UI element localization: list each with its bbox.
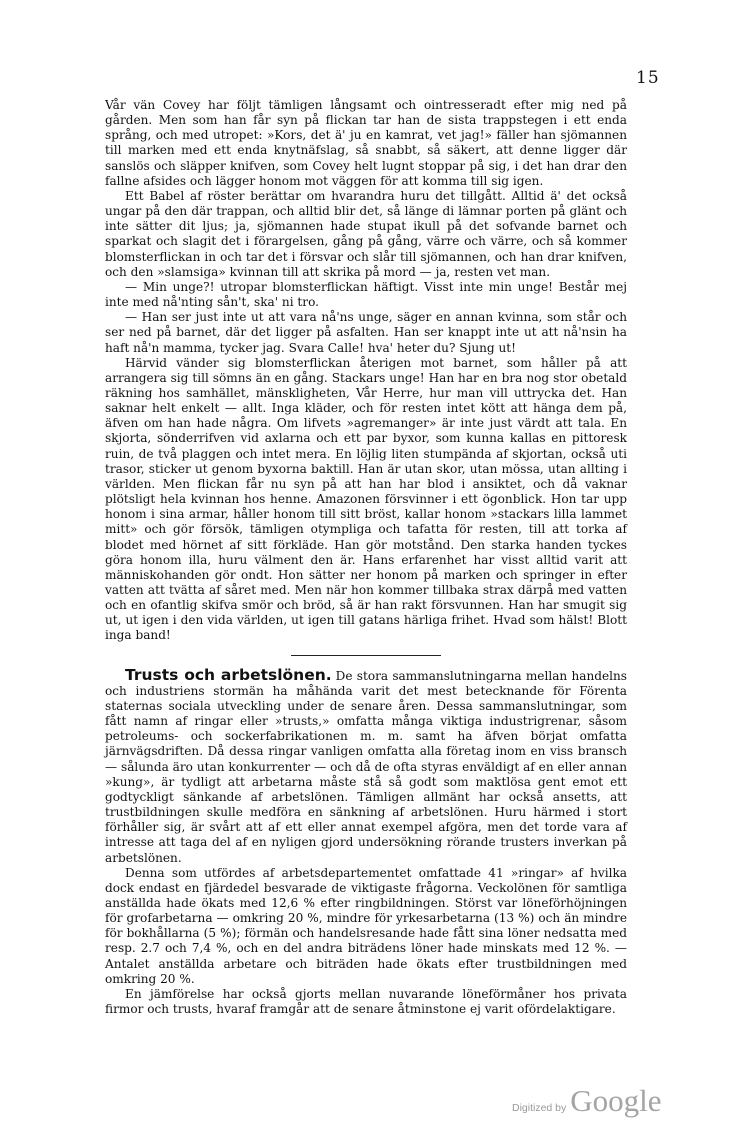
paragraph: Denna som utfördes af arbetsdepartementet omfattade 41 »ringar» af hvilka dock endast en fjärdedel besvarade de viktigaste frågorna. Veckolönen för samtliga anställda hade ökats med 12,6 % efter ringbildningen. Störst var löneförhöjningen för grofarbetarna — omkring 20 %, mindre för yrkesarbetarna (13 %) och än mindre för bokhållarna (5 %); förmän och handelsresande hade fått sina löner nedsatta med resp. 2.7 och 7,4 %, och en del andra biträdens löner hade minskats med 12 %. — Antalet anställda arbetare och biträden hade ökats efter trustbildningen med omkring 20 %.: [105, 865, 627, 986]
paragraph: Vår vän Covey har följt tämligen långsamt och ointresseradt efter mig ned på gården. Men som han får syn på flickan tar han de sista trappstegen i ett enda språng, och med utropet: »Kors, det ä' ju en kamrat, vet jag!» fäller han sjömannen till marken med ett enda knytnäfslag, så snabbt, så säkert, att denne ligger där sanslös och släpper knifven, som Covey helt lugnt stoppar på sig, i det han drar den fallne afsides och lägger honom mot väggen för att komma till sig igen.: [105, 98, 627, 188]
section-divider: [291, 655, 441, 656]
paragraph: — Min unge?! utropar blomsterflickan häftigt. Visst inte min unge! Består mej inte med nå'nting sån't, ska' ni tro.: [105, 279, 627, 310]
page-number: 15: [636, 68, 660, 88]
google-logo: Google: [570, 1083, 662, 1118]
paragraph: En jämförelse har också gjorts mellan nuvarande löneförmåner hos privata firmor och trusts, hvaraf framgår att de senare åtminstone ej varit ofördelaktigare.: [105, 986, 627, 1017]
watermark-prefix: Digitized by: [512, 1102, 567, 1114]
paragraph: Härvid vänder sig blomsterflickan återigen mot barnet, som håller på att arrangera sig till sömns än en gång. Stackars unge! Han har en bra nog stor obetald räkning hos samhället, mänskligheten, Vår Herre, hur man vill uttrycka det. Han saknar helt enkelt — allt. Inga kläder, och för resten intet kött att hänga dem på, äfven om han hade några. Om lifvets »agremanger» är inte just värdt att tala. En skjorta, sönderrifven vid axlarna och ett par byxor, som kunna kallas en pittoresk ruin, de två plaggen och intet mera. En löjlig liten stumpända af skjortan, också uti trasor, sticker ut genom byxorna baktill. Han är utan skor, utan mössa, utan allting i världen. Men flickan får nu syn på att han har blod i ansiktet, och då vaknar plötsligt hela kvinnan hos henne. Amazonen försvinner i ett ögonblick. Hon tar upp honom i sina armar, håller honom till sitt bröst, kallar honom »stackars lilla lammet mitt» och gör försök, tämligen otympliga och tafatta för resten, till att torka af blodet med hörnet af sitt förkläde. Han gör motstånd. Den starka handen tyckes göra honom illa, huru välment den är. Hans erfarenhet har visst alltid varit att människohanden gör ondt. Hon sätter ner honom på marken och springer in efter vatten att tvätta af såret med. Men när hon kommer tillbaka strax därpå med vatten och en ofantlig skifva smör och bröd, så är han rakt försvunnen. Han har smugit sig ut, ut igen i den vida världen, ut igen till gatans härliga frihet. Hvad som hälst! Blott inga band!: [105, 355, 627, 643]
section-heading: Trusts och arbetslönen.: [125, 665, 332, 684]
section-lead-text: De stora sammanslutningarna mellan handelns och industriens stormän ha måhända varit det mest betecknande för Förenta staternas sociala utveckling under de senare åren. Dessa sammanslutningar, som fått namn af ringar eller »trusts,» omfatta många viktiga industrigrenar, såsom petroleums- och sockerfabrikationen m. m. samt ha äfven börjat omfatta järnvägsdriften. Då dessa ringar vanligen omfatta alla företag inom en viss bransch — sålunda äro utan konkurrenter — och då de ofta styras enväldigt af en eller annan »kung», är tydligt att arbetarna måste stå så godt som maktlösa gent emot ett godtyckligt sänkande af arbetslönen. Tämligen allmänt har också ansetts, att trustbildningen skulle medföra en sänkning af arbetslönen. Huru härmed i stort förhåller sig, är svårt att af ett eller annat exempel afgöra, men det torde vara af intresse att taga del af en nyligen gjord undersökning rörande trusters inverkan på arbetslönen.: [105, 668, 627, 865]
paragraph: Ett Babel af röster berättar om hvarandra huru det tillgått. Alltid ä' det också ungar på den där trappan, och alltid blir det, så länge di lämnar porten på glänt och inte sätter dit ljus; ja, sjömannen hade stupat ikull på det sofvande barnet och sparkat och slagit det i förargelsen, gång på gång, värre och värre, och så kommer blomsterflickan in och tar det i försvar och slår till sjömannen, och han drar knifven, och den »slamsiga» kvinnan till att skrika på mord — ja, resten vet man.: [105, 188, 627, 279]
section-lead-paragraph: [105, 665, 627, 866]
text-column: [105, 98, 627, 1017]
digitized-watermark: [512, 1083, 662, 1119]
paragraph: — Han ser just inte ut att vara nå'ns unge, säger en annan kvinna, som står och ser ned på barnet, där det ligger på asfalten. Han ser knappt inte ut att nå'nsin ha haft nå'n mamma, tycker jag. Svara Calle! hva' heter du? Sjung ut!: [105, 310, 627, 355]
